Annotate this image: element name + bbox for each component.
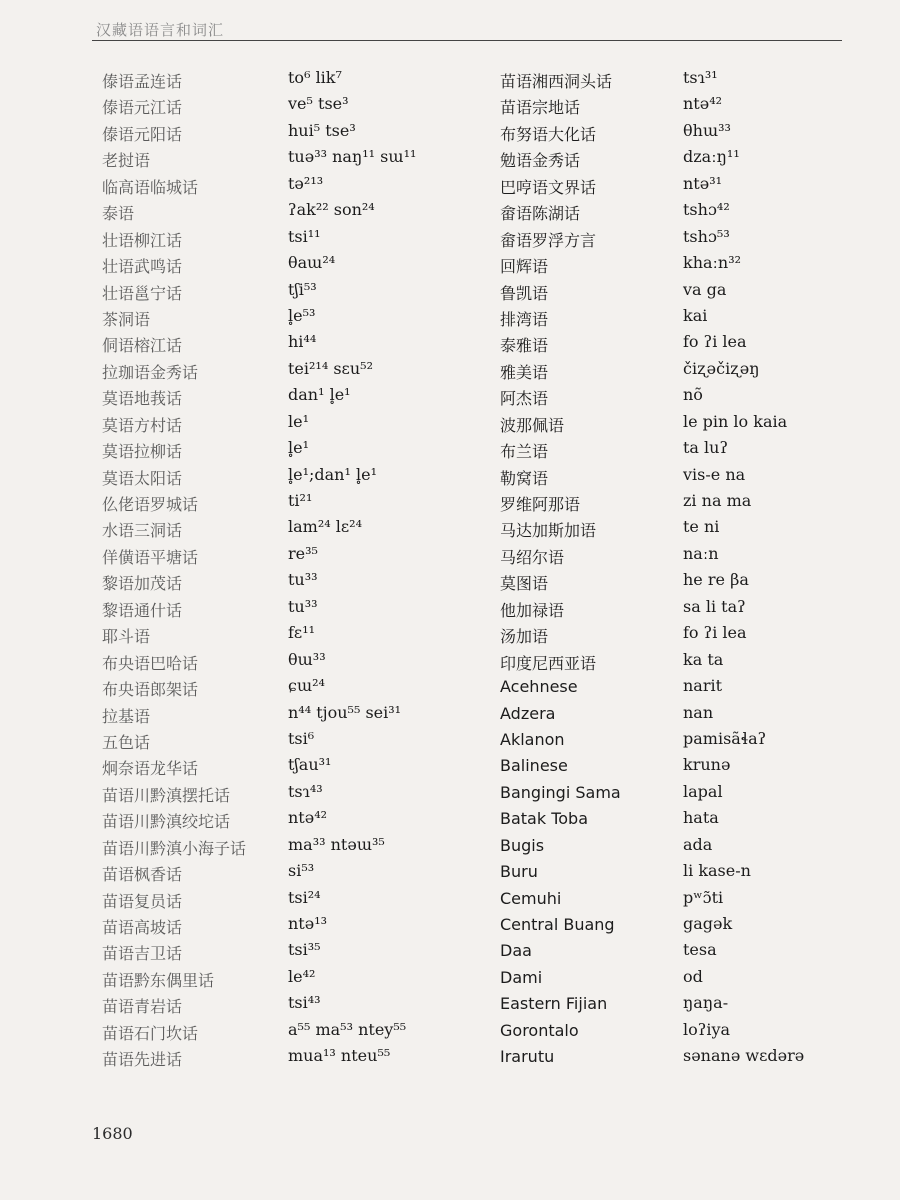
entry-row [102,568,482,594]
word-form: ŋaŋa- [683,993,729,1013]
language-name: 苗语黔东偶里话 [102,970,215,990]
word-form: tʃi⁵³ [288,279,317,299]
language-name: 排湾语 [500,309,549,329]
language-name: Bangingi Sama [500,782,621,802]
word-form: le¹ [288,411,309,431]
word-form: dzaːŋ¹¹ [683,147,740,167]
language-name: 苗语高坡话 [102,918,183,937]
entry-row [500,515,860,541]
language-name: 耶斗语 [102,627,151,647]
word-form: ntə³¹ [683,173,723,193]
entry-row [102,172,482,198]
language-name: 布努语大化话 [500,124,597,144]
word-form: θɯ³³ [288,649,326,669]
word-form: ve⁵ tse³ [288,94,349,114]
entry-row [500,886,860,912]
entry-row [102,674,482,700]
word-form: θhɯ³³ [683,120,731,140]
entry-row [102,251,482,277]
word-form: tsɿ⁴³ [288,781,323,801]
language-name: Dami [500,967,543,987]
language-name: 畲语陈湖话 [500,204,581,224]
word-form: khaːn³² [683,253,742,273]
language-name: 莫语太阳话 [102,468,183,488]
language-name: 傣语元阳话 [102,124,183,144]
word-form: fɛ¹¹ [288,623,316,643]
language-name: 鲁凯语 [500,283,549,303]
language-name: 五色话 [102,732,151,752]
entry-row [500,753,860,779]
language-name: 苗语湘西洞头话 [500,72,613,91]
entry-row [102,1044,482,1070]
entry-row [102,780,482,806]
entry-row [102,410,482,436]
language-name: 茶洞语 [102,309,151,329]
entry-row [500,727,860,753]
word-form: tsɿ³¹ [683,68,718,87]
entry-row [500,225,860,251]
language-name: 傣语元江话 [102,98,183,118]
word-form: le pin lo kaia [683,411,788,431]
entry-row [500,357,860,383]
language-name: Central Buang [500,915,615,934]
entry-row [102,595,482,621]
entry-row [102,648,482,674]
language-name: 苗语复员话 [102,891,183,911]
entry-row [500,595,860,621]
language-name: 侗语榕江话 [102,336,183,356]
word-form: to⁶ lik⁷ [288,68,342,87]
word-form: sənanə wɛdərə [683,1046,805,1066]
entry-row [500,304,860,330]
entry-row [102,278,482,304]
entry-row [500,278,860,304]
entry-row [102,886,482,912]
word-form: kai [683,305,708,325]
word-form: lapal [683,781,723,801]
language-name: Adzera [500,703,556,723]
word-form: zi na ma [683,491,752,510]
word-form: l̥e¹;dan¹ l̥e¹ [288,464,377,484]
entry-row [500,489,860,515]
entry-row [500,436,860,462]
entry-row [102,145,482,171]
word-form: l̥e¹ [288,438,309,458]
word-form: va ga [683,279,727,299]
word-form: lam²⁴ lɛ²⁴ [288,517,362,537]
language-name: 临高语临城话 [102,177,199,197]
language-name: Cemuhi [500,888,562,908]
language-name: 佯僙语平塘话 [102,547,199,567]
language-name: 畲语罗浮方言 [500,230,597,250]
word-form: gagək [683,914,733,933]
word-form: fo ʔi lea [683,623,747,643]
word-form: tʃau³¹ [288,755,332,775]
word-form: tuə³³ naŋ¹¹ sɯ¹¹ [288,147,417,167]
entry-row [102,198,482,224]
entry-row [102,991,482,1017]
language-name: 莫语拉柳话 [102,442,183,462]
language-name: 勒窝语 [500,468,549,488]
language-name: 傣语孟连话 [102,72,183,91]
entry-row [500,383,860,409]
word-form: loʔiya [683,1019,731,1039]
language-name: 苗语吉卫话 [102,944,183,964]
entry-row [102,304,482,330]
language-name: 壮语邕宁话 [102,283,183,303]
left-column [102,66,482,1071]
language-name: Aklanon [500,729,565,749]
language-name: Balinese [500,756,568,776]
entry-row [102,701,482,727]
language-name: 拉珈语金秀话 [102,362,199,382]
word-form: ti²¹ [288,491,313,510]
language-name: 布央语郎架话 [102,680,199,700]
entry-row [102,225,482,251]
language-name: Daa [500,941,532,961]
language-name: 马达加斯加语 [500,521,597,541]
word-form: l̥e⁵³ [288,305,316,325]
word-form: fo ʔi lea [683,332,747,352]
language-name: 他加禄语 [500,600,565,620]
language-name: Gorontalo [500,1020,579,1040]
word-form: tsi⁶ [288,728,315,748]
language-name: 苗语川黔滇小海子话 [102,838,247,858]
entry-row [102,383,482,409]
word-form: hui⁵ tse³ [288,120,356,140]
running-header-title: 汉藏语语言和词汇 [96,21,225,39]
language-name: Batak Toba [500,809,589,829]
word-form: tu³³ [288,570,318,590]
language-name: Buru [500,862,538,882]
language-name: 雅美语 [500,362,549,382]
entry-row [500,938,860,964]
entry-row [500,965,860,991]
language-name: Bugis [500,835,545,855]
word-form: nan [683,702,714,722]
entry-row [500,330,860,356]
entry-row [500,912,860,938]
word-form: hata [683,808,719,828]
page-number: 1680 [92,1124,133,1143]
language-name: 壮语柳江话 [102,230,183,250]
word-form: tesa [683,940,717,960]
entry-row [102,965,482,991]
entry-row [500,780,860,806]
word-form: ntə¹³ [288,914,328,933]
word-form: vis-e na [683,464,746,484]
entry-row [102,436,482,462]
language-name: 炯奈语龙华话 [102,759,199,779]
language-name: 苗语先进话 [102,1050,183,1070]
entry-row [102,753,482,779]
word-form: narit [683,676,723,696]
language-name: 莫语地莪话 [102,389,183,409]
word-form: tsi³⁵ [288,940,321,960]
language-name: 水语三洞话 [102,521,183,541]
word-form: tə²¹³ [288,173,324,193]
word-form: te ni [683,517,720,537]
entry-row [102,542,482,568]
language-name: 巴哼语文界话 [500,177,597,197]
word-form: tshɔ⁴² [683,200,730,220]
entry-row [500,991,860,1017]
entry-row [500,806,860,832]
entry-row [500,648,860,674]
language-name: 黎语通什话 [102,600,183,620]
word-form: sa li taʔ [683,596,746,616]
word-form: li kase-n [683,861,751,881]
language-name: 老挝语 [102,151,151,171]
right-column [500,66,860,1071]
entry-row [500,119,860,145]
entry-row [102,1018,482,1044]
word-form: tshɔ⁵³ [683,226,730,246]
word-form: ntə⁴² [683,94,723,114]
language-name: 苗语川黔滇摆托话 [102,785,231,805]
entry-row [500,1018,860,1044]
word-form: tei²¹⁴ sɛu⁵² [288,358,373,378]
entry-row [500,542,860,568]
word-form: ɕɯ²⁴ [288,676,325,696]
language-name: 泰雅语 [500,336,549,356]
entry-row [500,92,860,118]
entry-row [500,172,860,198]
language-name: 泰语 [102,204,135,224]
language-name: 莫图语 [500,574,549,594]
language-name: 壮语武鸣话 [102,257,183,277]
language-name: 汤加语 [500,627,549,647]
word-form: čiʐəčiʐəŋ [683,358,760,378]
word-form: pʷɔ̃ti [683,887,724,907]
word-form: ma³³ ntəɯ³⁵ [288,834,385,854]
language-name: 勉语金秀话 [500,151,581,171]
entry-row [102,463,482,489]
entry-row [500,701,860,727]
entry-row [500,145,860,171]
entry-row [500,66,860,92]
language-name: 波那佩语 [500,415,565,435]
entry-row [500,1044,860,1070]
language-name: Acehnese [500,677,578,697]
entry-row [102,92,482,118]
entry-row [102,357,482,383]
language-name: 罗维阿那语 [500,495,581,514]
entry-row [102,859,482,885]
entry-row [500,463,860,489]
entry-row [102,66,482,92]
word-form: tsi⁴³ [288,993,321,1013]
entry-row [102,727,482,753]
entry-row [102,912,482,938]
word-form: od [683,966,703,986]
entry-row [500,859,860,885]
language-name: 苗语石门坎话 [102,1023,199,1043]
language-name: 苗语川黔滇绞坨话 [102,812,231,832]
word-form: ʔak²² son²⁴ [288,200,375,220]
word-form: nõ [683,385,703,405]
word-form: ka ta [683,649,724,669]
language-name: 拉基语 [102,706,151,726]
word-form: tsi¹¹ [288,226,321,246]
word-form: pamisãɬaʔ [683,728,767,748]
entry-row [500,251,860,277]
word-form: si⁵³ [288,861,315,881]
language-name: 黎语加茂话 [102,574,183,594]
language-name: Irarutu [500,1047,555,1067]
entry-row [102,806,482,832]
language-name: Eastern Fijian [500,994,608,1014]
word-form: tsi²⁴ [288,887,321,907]
entry-row [500,198,860,224]
language-name: 回辉语 [500,257,549,277]
word-form: ta luʔ [683,438,729,458]
language-name: 马绍尔语 [500,547,565,567]
language-name: 布央语巴哈话 [102,653,199,673]
word-form: n⁴⁴ tjou⁵⁵ sei³¹ [288,702,402,722]
word-form: he re βa [683,570,749,590]
entry-row [102,330,482,356]
entry-row [500,674,860,700]
word-form: le⁴² [288,966,316,986]
word-form: naːn [683,543,719,563]
entry-row [102,489,482,515]
entry-row [102,119,482,145]
word-form: dan¹ l̥e¹ [288,385,351,405]
word-form: krunə [683,755,731,775]
language-name: 阿杰语 [500,389,549,409]
language-name: 印度尼西亚语 [500,653,597,673]
entry-row [500,833,860,859]
language-name: 莫语方村话 [102,415,183,435]
word-form: a⁵⁵ ma⁵³ ntey⁵⁵ [288,1019,407,1039]
language-name: 苗语青岩话 [102,997,183,1017]
language-name: 仫佬语罗城话 [102,495,199,514]
language-name: 苗语宗地话 [500,98,581,118]
word-form: mua¹³ nteu⁵⁵ [288,1046,391,1066]
word-form: re³⁵ [288,543,318,563]
word-form: tu³³ [288,596,318,616]
running-header [92,18,842,41]
language-name: 布兰语 [500,442,549,462]
entry-row [102,938,482,964]
word-form: hi⁴⁴ [288,332,317,352]
entry-row [500,621,860,647]
entry-row [102,621,482,647]
entry-row [102,515,482,541]
language-name: 苗语枫香话 [102,865,183,885]
entry-row [500,410,860,436]
word-form: θaɯ²⁴ [288,253,336,273]
entry-row [500,568,860,594]
entry-row [102,833,482,859]
word-form: ntə⁴² [288,808,328,828]
word-form: ada [683,834,713,854]
